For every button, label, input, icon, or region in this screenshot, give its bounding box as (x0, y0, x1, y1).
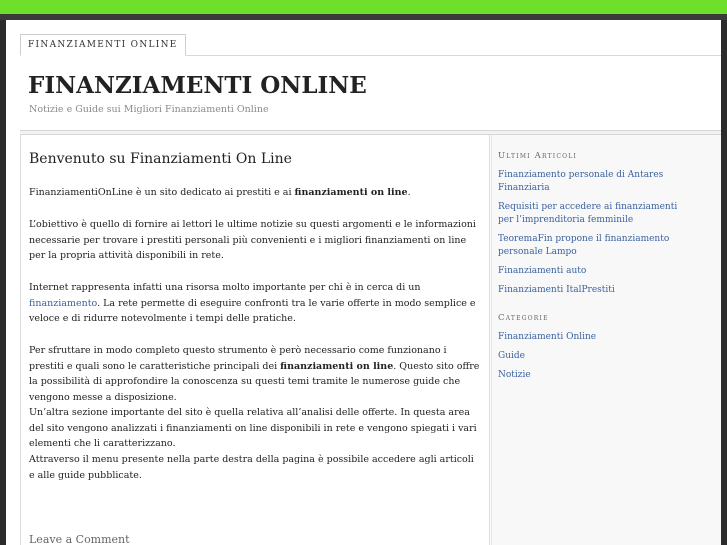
recent-post-link[interactable]: TeoremaFin propone il finanziamento personale Lampo (498, 234, 670, 257)
recent-post-link[interactable]: Requisiti per accedere ai finanziamenti per l’imprenditoria femminile (498, 202, 678, 225)
tab-home[interactable]: FINANZIAMENTI ONLINE (20, 34, 186, 56)
intro-end: . (407, 187, 411, 198)
categories-heading: Categorie (498, 313, 549, 323)
strumento-text: Per sfruttare in modo completo questo strumento è però necessario come funzionano i prestiti e quali sono le caratteristiche principali dei (29, 345, 447, 372)
recent-posts-list (498, 169, 688, 303)
internet-text-end: . La rete permette di eseguire confronti tra le varie offerte in modo semplice e veloce e di ridurre notevolmente i tempi delle pratiche. (29, 297, 476, 325)
internet-text: Internet rappresenta infatti una risorsa molto importante per chi è in cerca di un (29, 282, 421, 293)
category-link[interactable]: Notizie (498, 370, 531, 380)
recent-post-link[interactable]: Finanziamenti ItalPrestiti (498, 285, 615, 295)
main-content (20, 135, 490, 545)
site-title[interactable]: FINANZIAMENTI ONLINE (28, 72, 367, 99)
sidebar (491, 135, 721, 545)
strumento-text-end: . Questo sito offre la possibilità di approfondire la conoscenza su questi temi tramite le numerose guide che vengono messe a disposizione. (29, 360, 480, 403)
post-title[interactable]: Benvenuto su Finanziamenti On Line (29, 151, 292, 167)
recent-post-link[interactable]: Finanziamento personale di Antares Finanziaria (498, 170, 664, 193)
page-frame (6, 20, 721, 545)
strumento-bold: finanziamenti on line (280, 360, 394, 372)
nav-tabs (20, 34, 721, 56)
recent-post-link[interactable]: Finanziamenti auto (498, 266, 587, 276)
paragraph-strumento (29, 343, 481, 405)
categories-list (498, 331, 688, 388)
intro-bold: finanziamenti on line (294, 187, 408, 198)
top-accent-bar (0, 0, 727, 14)
finanziamento-link[interactable]: finanziamento (29, 297, 98, 309)
paragraph-objective: L’obiettivo è quello di fornire ai lettori le ultime notizie su questi argomenti e le informazioni necessarie per trovare i prestiti personali più convenienti e i migliori finanziamenti on line per la propria attività disponibili in rete. (29, 219, 476, 262)
site-description: Notizie e Guide sui Migliori Finanziamenti Online (29, 104, 269, 115)
paragraph-menu: Attraverso il menu presente nella parte destra della pagina è possibile accedere agli articoli e alle guide pubblicate. (29, 454, 474, 481)
paragraph-internet (29, 280, 481, 327)
paragraph-intro (29, 185, 481, 201)
category-link[interactable]: Guide (498, 351, 525, 361)
recent-posts-heading: Ultimi Articoli (498, 151, 578, 161)
category-link[interactable]: Finanziamenti Online (498, 332, 597, 342)
intro-text: FinanziamentiOnLine è un sito dedicato ai prestiti e ai (29, 187, 295, 198)
leave-comment-link[interactable]: Leave a Comment (29, 533, 130, 545)
paragraph-offerte: Un’altra sezione importante del sito è quella relativa all’analisi delle offerte. In questa area del sito vengono analizzati i finanziamenti on line disponibili in rete e vengono spiegati i vari elementi che li caratterizzano. (29, 407, 477, 450)
